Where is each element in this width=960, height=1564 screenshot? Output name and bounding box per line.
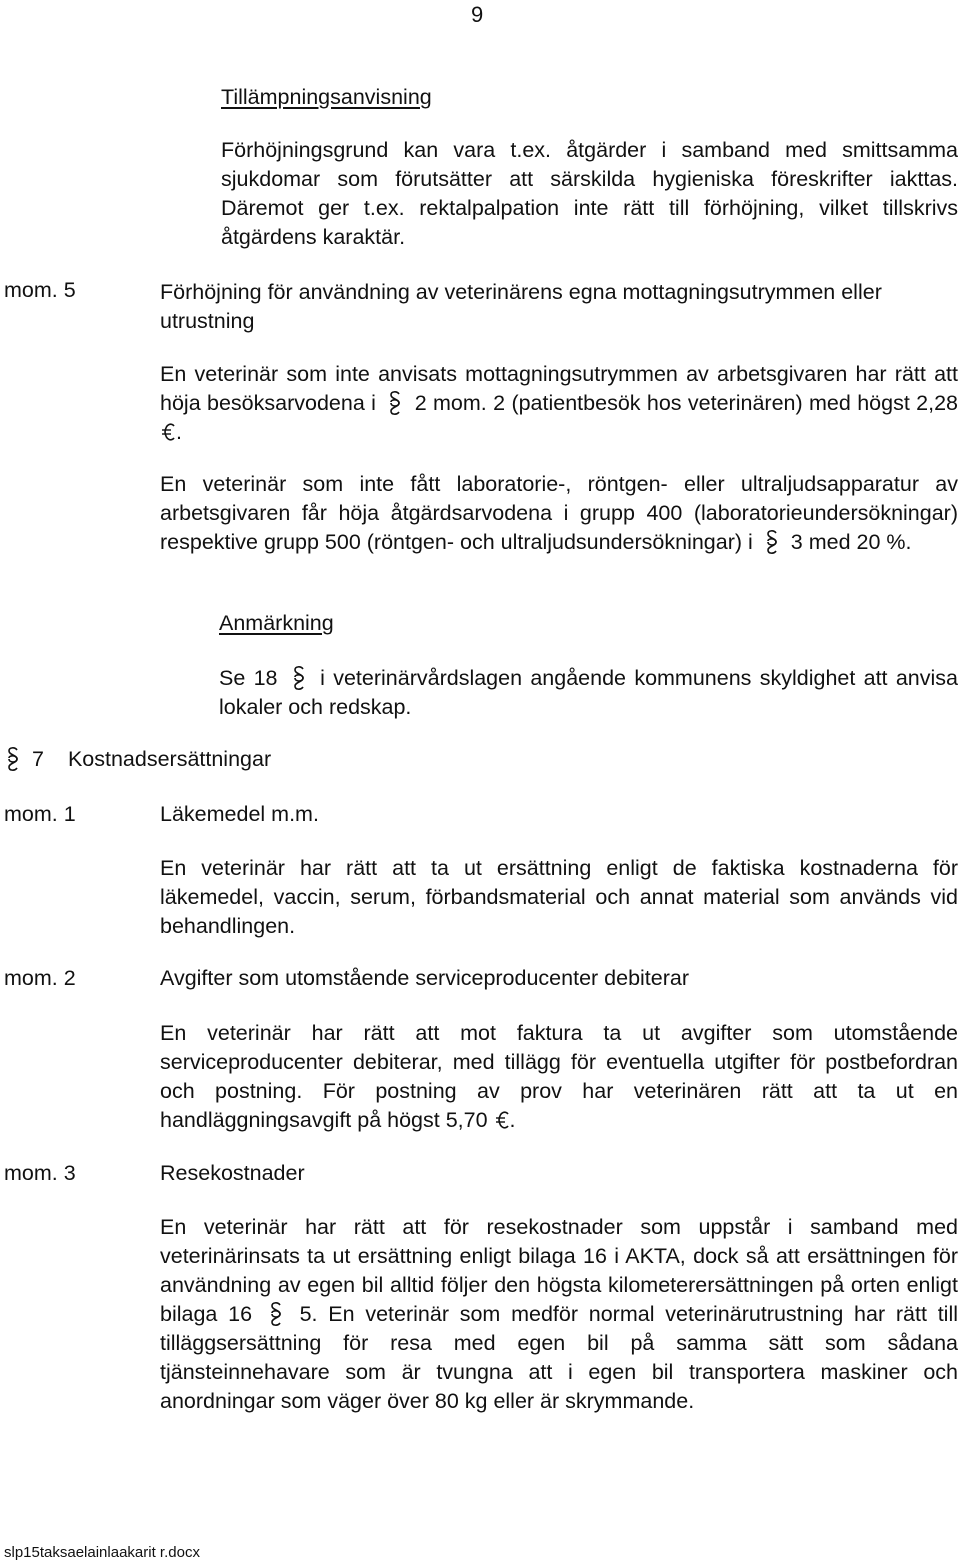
mom2-label: mom. 2 (4, 966, 76, 990)
mom3-text-b: 5. En veterinär som medför normal veterinärutrustning har rätt till tilläggsersättning för resa med egen bil på samma sätt som sådana tjänsteinnehavare som är tvungna att i egen bil transportera maskiner och anordningar som väger över 80 kg eller är skrymmande. (160, 1302, 958, 1413)
note-text-b: i veterinärvårdslagen angående kommunens skyldighet att anvisa lokaler och redskap. (219, 666, 958, 719)
mom2-heading: Avgifter som utomstående serviceproducenter debiterar (160, 966, 690, 990)
page-number: 9 (471, 2, 484, 27)
mom5-paragraph-1 (160, 360, 958, 447)
note-text (219, 664, 958, 722)
mom2-text-a: En veterinär har rätt att mot faktura ta ut avgifter som utomstående serviceproducenter debiterar, med tillägg för eventuella utgifter för postbefordran och postning. För postning av prov har veterinären rätt att ta ut en handläggningsavgift på högst 5,70 (160, 1021, 958, 1132)
mom5-p1-text-c: . (176, 420, 182, 444)
section-7-heading (4, 746, 271, 772)
mom5-label: mom. 5 (4, 278, 76, 302)
guideline-heading: Tillämpningsanvisning (221, 85, 432, 109)
mom5-paragraph-2 (160, 470, 958, 557)
guideline-text: Förhöjningsgrund kan vara t.ex. åtgärder i samband med smittsamma sjukdomar som förutsätter att särskilda hygieniska föreskrifter iakttas. Däremot ger t.ex. rektalpalpation inte rätt till förhöjning, vilket tillskrivs åtgärdens karaktär. (221, 138, 958, 249)
section-sign-icon (4, 746, 22, 772)
footer-filename: slp15taksaelainlaakarit r.docx (4, 1544, 200, 1561)
euro-icon (496, 1109, 510, 1131)
mom5-p1-text-b: 2 mom. 2 (patientbesök hos veterinären) med högst 2,28 (414, 391, 958, 415)
mom1-text: En veterinär har rätt att ta ut ersättning enligt de faktiska kostnaderna för läkemedel, vaccin, serum, förbandsmaterial och annat material som används vid behandlingen. (160, 856, 958, 938)
note-heading: Anmärkning (219, 611, 334, 635)
mom3-heading: Resekostnader (160, 1161, 305, 1185)
section-sign-icon (290, 665, 308, 691)
mom1-heading: Läkemedel m.m. (160, 802, 319, 826)
note-text-a: Se 18 (219, 666, 278, 690)
section-sign-icon (386, 390, 404, 416)
mom3-label: mom. 3 (4, 1161, 76, 1185)
section-sign-icon (267, 1301, 285, 1327)
section-7-title: Kostnadsersättningar (67, 747, 272, 771)
mom3-text-a: En veterinär har rätt att för resekostnader som uppstår i samband med veterinärinsats ta ut ersättning enligt bilaga 16 i AKTA, dock så att ersättningen för användning av egen bil alltid följer den högsta kilometerersättningen på orten enligt bilaga 16 (160, 1215, 958, 1326)
mom5-p1-text-a: En veterinär som inte anvisats mottagningsutrymmen av arbetsgivaren har rätt att höja besöksarvodena i (160, 362, 958, 415)
mom2-text (160, 1019, 958, 1135)
mom5-p2-text-a: En veterinär som inte fått laboratorie-, röntgen- eller ultraljudsapparatur av arbetsgivaren får höja åtgärdsarvodena i grupp 400 (laboratorieundersökningar) respektive grupp 500 (röntgen- och ultraljudsundersökningar) i (160, 472, 958, 554)
section-7-number: 7 (31, 747, 44, 771)
section-sign-icon (763, 529, 781, 555)
euro-icon (162, 421, 176, 443)
mom3-text (160, 1213, 958, 1416)
mom5-p2-text-b: 3 med 20 %. (790, 530, 912, 554)
mom1-label: mom. 1 (4, 802, 76, 826)
mom2-text-b: . (509, 1108, 516, 1132)
mom5-heading: Förhöjning för användning av veterinärens egna mottagningsutrymmen eller utrustning (160, 280, 882, 333)
